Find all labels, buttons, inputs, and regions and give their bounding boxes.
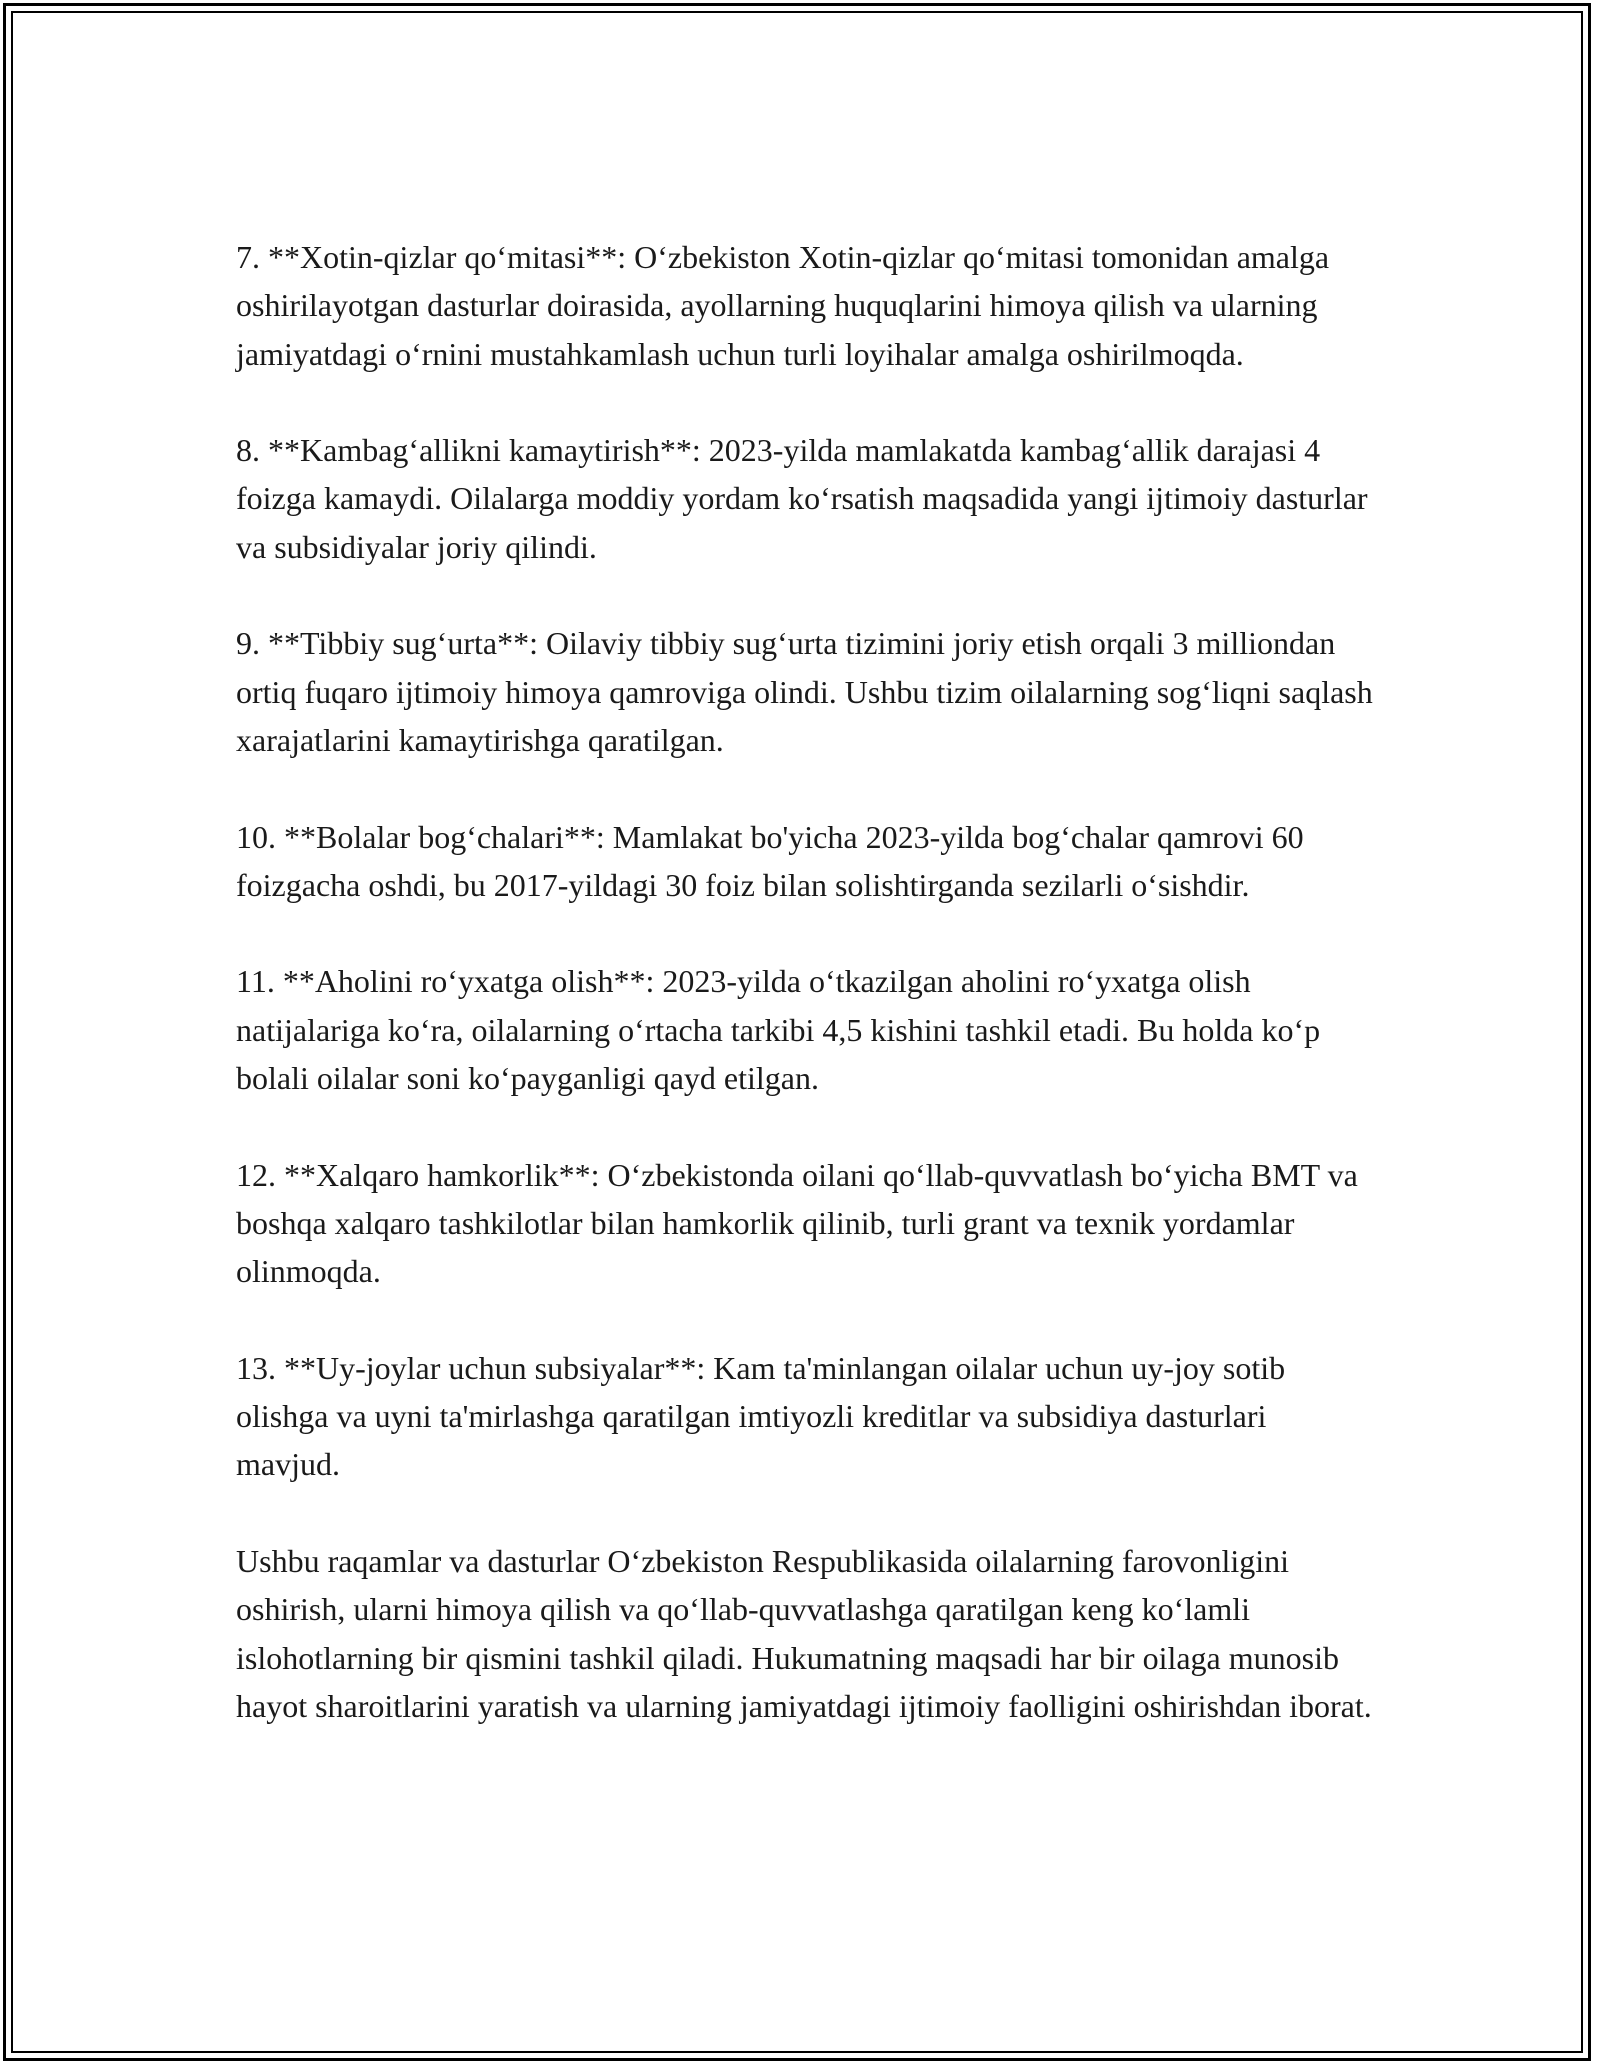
paragraph-item-9: 9. **Tibbiy sug‘urta**: Oilaviy tibbiy sug‘urta tizimini joriy etish orqali 3 milliondan ortiq fuqaro ijtimoiy himoya qamroviga olindi. Ushbu tizim oilalarning sog‘liqni saqlash xarajatlarini kamaytirishga qaratilgan. xyxy=(236,625,1373,758)
paragraph-item-7: 7. **Xotin-qizlar qo‘mitasi**: O‘zbekiston Xotin-qizlar qo‘mitasi tomonidan amalga oshirilayotgan dasturlar doirasida, ayollarning huquqlarini himoya qilish va ularning jamiyatdagi o‘rnini mustahkamlash uchun turli loyihalar amalga oshirilmoqda. xyxy=(236,239,1330,372)
conclusion-paragraph: Ushbu raqamlar va dasturlar O‘zbekiston Respublikasida oilalarning farovonligini oshirish, ularni himoya qilish va qo‘llab-quvvatlashga qaratilgan keng ko‘lamli islohotlarning bir qismini tashkil qiladi. Hukumatning maqsadi har bir oilaga munosib hayot sharoitlarini yaratish va ularning jamiyatdagi ijtimoiy faolligini oshirishdan iborat. xyxy=(236,1543,1372,1724)
paragraph-item-8: 8. **Kambag‘allikni kamaytirish**: 2023-yilda mamlakatda kambag‘allik darajasi 4 foizga kamaydi. Oilalarga moddiy yordam ko‘rsatish maqsadida yangi ijtimoiy dasturlar va subsidiyalar joriy qilindi. xyxy=(236,432,1368,565)
paragraph-item-12: 12. **Xalqaro hamkorlik**: O‘zbekistonda oilani qo‘llab-quvvatlash bo‘yicha BMT va boshqa xalqaro tashkilotlar bilan hamkorlik qilinib, turli grant va texnik yordamlar olinmoqda. xyxy=(236,1156,1358,1290)
paragraph-item-10: 10. **Bolalar bog‘chalari**: Mamlakat bo'yicha 2023-yilda bog‘chalar qamrovi 60 foizgacha oshdi, bu 2017-yildagi 30 foiz bilan solishtirganda sezilarli o‘sishdir. xyxy=(236,818,1304,903)
paragraph-item-13: 13. **Uy-joylar uchun subsiyalar**: Kam ta'minlangan oilalar uchun uy-joy sotib olishga va uyni ta'mirlashga qaratilgan imtiyozli kreditlar va subsidiya dasturlari mavjud. xyxy=(236,1349,1286,1483)
paragraph-item-11: 11. **Aholini ro‘yxatga olish**: 2023-yilda o‘tkazilgan aholini ro‘yxatga olish natijalariga ko‘ra, oilalarning o‘rtacha tarkibi 4,5 kishini tashkil etadi. Bu holda ko‘p bolali oilalar soni ko‘payganligi qayd etilgan. xyxy=(236,963,1321,1097)
document-body xyxy=(236,233,1376,1730)
